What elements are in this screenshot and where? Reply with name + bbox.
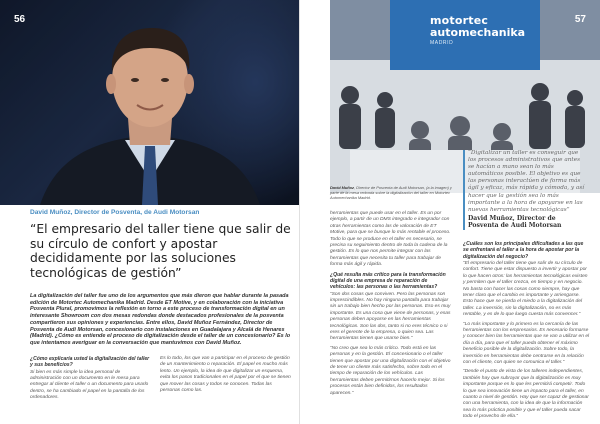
byline: David Muñoz, Director de Posventa, de Audi Motorsan — [30, 209, 200, 216]
caption-name: David Muñoz — [330, 185, 354, 190]
question: ¿Qué resulta más crítico para la transformación digital de una empresa de reparación de vehículos: las personas o las herramientas? — [330, 271, 446, 291]
answer: “No creo que sea lo más crítico. Todo está en las personas y en la gestión. El concesionario o el taller tienen que apostar por una digitalización con el objetivo de tener un cliente más satisfecho, sobre todo en el tiempo de reparación de los vehículos. Las herramientas deben permitirnos hacerlo mejor. Si los procesos están bien definidos, los resultados aparecen.” — [330, 345, 451, 396]
logo-motortec: motortec — [430, 14, 489, 27]
page-number-left: 56 — [14, 14, 26, 25]
pullquote: “Digitalizar un taller es conseguir que los procesos administrativos que antes se hacían a mano sean lo más automáticos posible. El objetivo es que las personas interactúen de forma más ágil y eficaz, más rápida y cómoda, y así hacer que la gestión sea lo más importante a la hora de apoyarse en las nuevas herramientas tecnológicas” — [468, 150, 585, 213]
right-column-2 — [463, 241, 590, 424]
pullquote-author: David Muñoz, Director de Posventa de Audi Motorsan — [468, 215, 562, 229]
answer: herramientas que puede usar en el taller. Es un por ejemplo, a partir de un DMS integrado e integrador con otras herramientas como las de valoración de ET Motive, para que se busque lo más rentable el proceso. Todo lo que se produce en el taller es necesario, se precisa su seguimiento dentro de toda la cadena de la gestión. Es lo que nos permite integrar con las herramientas que necesita tu taller para trabajar de forma más ágil y rápida. — [330, 211, 451, 268]
right-column-1 — [330, 211, 452, 400]
left-column-1 — [30, 356, 152, 405]
answer: “Desde el punto de vista de los talleres independientes, también hay que subrayar que la digitalización es muy importante porque es lo que les permitirá competir. Todo lo que sea innovación tiene un impacto para el taller, en cuanto a nivel de gestión. Hay que ser capaz de gestionar con una herramienta, con la idea de que la información sea lo más práctica posible y que el taller pueda sacar todo el provecho de ella.” — [463, 369, 589, 420]
event-logo — [430, 14, 525, 46]
question: ¿Cuáles son los principales dificultades a las que se enfrentará el taller a la hora de apostar por la digitalización del negocio? — [463, 241, 584, 260]
answer: Es lo todo, los que van a participar en el proceso de gestión de un mantenimiento o reparación. El papel es mucho más lento. Un ejemplo, la idea de que digitalizar un esquema, evita los pasos tradicionales en el papel por el que se tienen que mover las cosas y todos se conocen. Todas las personas como las. — [160, 356, 291, 394]
headline: “El empresario del taller tiene que salir de su círculo de confort y apostar decididamente por las soluciones tecnológicas de gestión” — [30, 222, 291, 280]
answer: “Son dos cosas que conviven. Pero las personas son imprescindibles. No hay ninguna pantalla para trabajar sin un trabajo bien hecho por las personas. Eso es muy importante. Es una cosa que viene de personas, y esas personas deben apoyarse en las herramientas tecnológicas. Son las dos, tanto si no eres técnico o si eres el gerente de la empresa, o quien sea. Las herramientas tienen que usarse bien.” — [330, 291, 451, 342]
logo-automechanika: automechanika — [430, 26, 526, 39]
question: ¿Cómo explicaría usted la digitalización del taller y sus beneficios? — [30, 356, 150, 369]
answer: “El empresario del taller tiene que salir de su círculo de confort. Tiene que estar dispuesto a invertir y apostar por lo que hacen otros: las herramientas tecnológicas existen y permiten que el taller crezca, en tiempo y en negocio. No basta con hacer las cosas como siempre, hay que tener claro que el cambio es importante y arriesgarse. Esto hace que se pierda el miedo a la digitalización del taller. La inversión, sin la digitalización, no es más rentable, y es de lo que luego cuesta más convencer.” — [463, 260, 588, 318]
answer: “Lo más importante y lo primero es la cercanía de las herramientas con los empresarios. Es necesario formarse y conocer bien las herramientas que se van a utilizar en el día a día, para que el taller pueda obtener el máximo beneficio posible de la digitalización. Sobre todo, la inversión en herramientas debe centrarse en la relación con el cliente, con quien se comunica el taller.” — [463, 321, 590, 365]
caption-text: , Director de Posventa de Audi Motorsan, (a la imagen) y parte de la mesa redonda sobre la digitalización del taller en Motortec Automechanika Madrid. — [330, 185, 452, 200]
lead-paragraph: La digitalización del taller fue uno de los argumentos que más dieron que hablar durante la pasada edición de Motortec Automechanika Madrid. Desde ET Motive, y en colaboración con la iniciativa Posventa Plural, promovimos la reflexión en torno a este proceso de transformación digital en un interesante Showroom con dos mesas redondas donde destacados profesionales de la posventa compartieron sus opiniones y experiencias. Entre ellos, David Muñoz Fernández, Director de Posventa de Audi Motorsan, concesionario con instalaciones en Guadalajara y Alcalá de Henares (Madrid). ¿Cómo es entiende el proceso de digitalización desde el taller de un concesionario? Es lo que intentamos averiguar en la conversación que mantuvimos con David Muñoz. — [30, 293, 291, 346]
portrait-photo — [0, 0, 300, 205]
logo-madrid: MADRID — [430, 40, 454, 46]
photo-caption — [330, 186, 455, 200]
pullquote-accent-bar — [463, 150, 465, 230]
left-column-2 — [160, 356, 292, 397]
portrait-figure — [0, 0, 300, 205]
answer: Si bien es más simple la idea personal de administración con un documento en le mesa para entregar al cliente el taller o un documento para usarlo dentro, se ha cambiado el papel en la pantalla de los ordenadores. — [30, 369, 149, 401]
page-number-right: 57 — [574, 14, 586, 25]
right-page — [300, 0, 600, 424]
